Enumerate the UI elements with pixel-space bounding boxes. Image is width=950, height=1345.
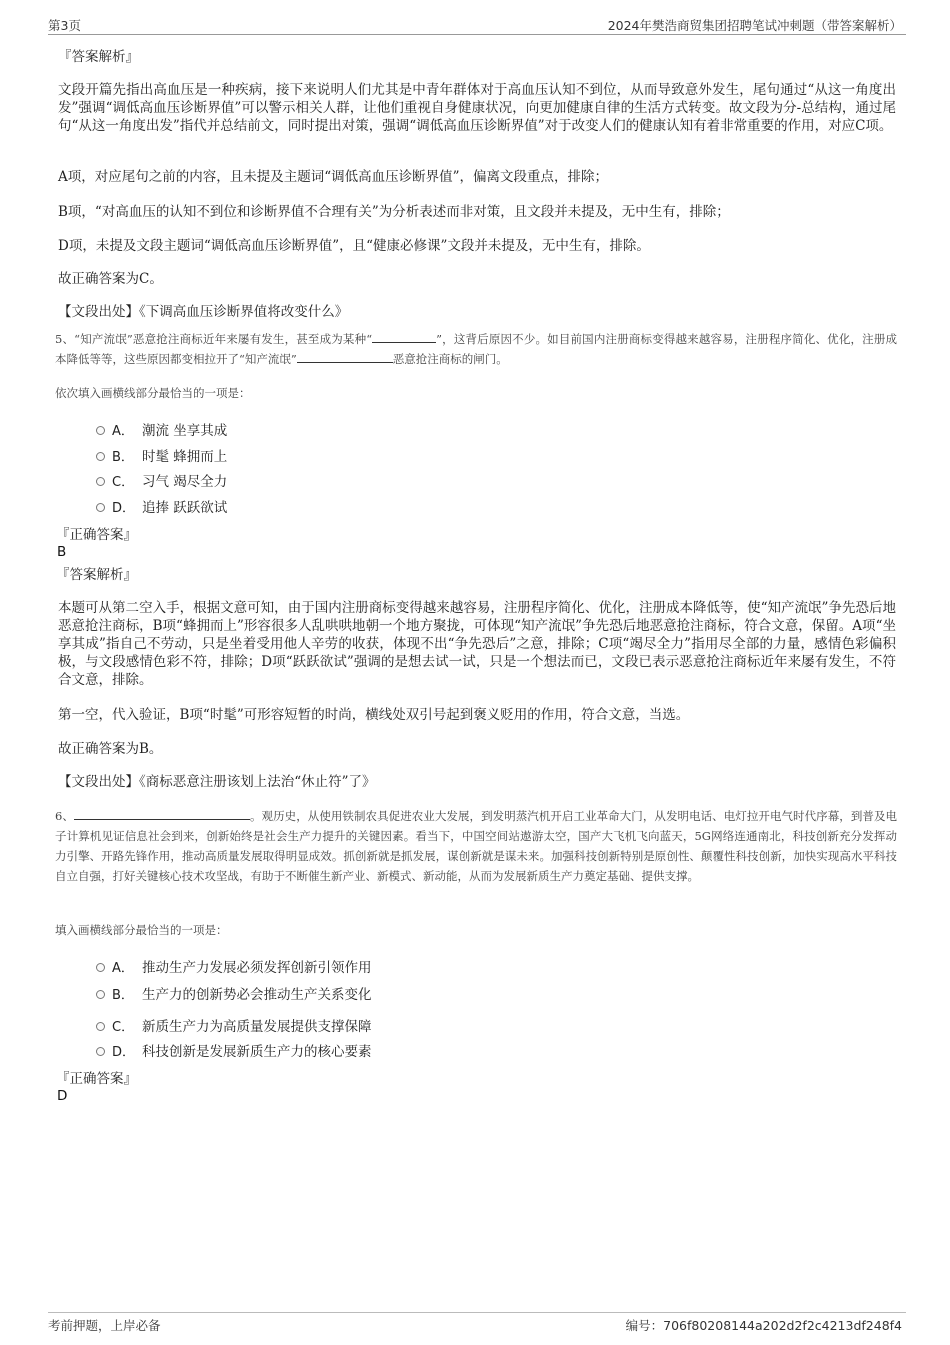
radio-icon[interactable] [96, 426, 105, 435]
option-text: 习气 竭尽全力 [142, 474, 228, 490]
radio-icon[interactable] [96, 452, 105, 461]
page-header [48, 14, 906, 35]
footer-slogan: 考前押题，上岸必备 [48, 1318, 161, 1333]
q5-option-a[interactable]: A． 潮流 坐享其成 [96, 419, 227, 439]
q4-analysis-p4: D项，未提及文段主题词“调低高血压诊断界值”，且“健康必修课”文段并未提及，无中生有，排除。 [58, 238, 650, 254]
q6-option-a[interactable]: A． 推动生产力发展必须发挥创新引领作用 [96, 956, 372, 976]
q6-blank [74, 808, 250, 820]
q5-option-d[interactable]: D． 追捧 跃跃欲试 [96, 496, 227, 516]
q5-option-b[interactable]: B． 时髦 蜂拥而上 [96, 445, 227, 465]
radio-icon[interactable] [96, 477, 105, 486]
q5-stem: 5、“知产流氓”恶意抢注商标近年来屡有发生，甚至成为某种“ ”，这背后原因不少。如目前国内注册商标变得越来越容易，注册程序简化、优化，注册成本降低等等，这些原因都变相拉开了“知产流氓” 恶意抢注商标的闸门。 [55, 332, 898, 366]
q4-source: 【文段出处】《下调高血压诊断界值将改变什么》 [58, 304, 349, 320]
q6-prompt: 填入画横线部分最恰当的一项是： [55, 923, 228, 937]
q4-analysis-p2: A项，对应尾句之前的内容，且未提及主题词“调低高血压诊断界值”，偏离文段重点，排除； [58, 169, 609, 185]
option-text: 新质生产力为高质量发展提供支撑保障 [142, 1019, 372, 1035]
option-text: 潮流 坐享其成 [142, 423, 228, 439]
q4-analysis-p3: B项，“对高血压的认知不到位和诊断界值不合理有关”为分析表述而非对策，且文段并未提及，无中生有，排除； [58, 204, 730, 220]
q5-blank-2 [297, 351, 393, 363]
q5-source: 【文段出处】《商标恶意注册该划上法治“休止符”了》 [58, 774, 376, 790]
q5-analysis-heading: 『答案解析』 [56, 567, 137, 583]
document-id: 编号：706f80208144a202d2f2c4213df248f4 [625, 1318, 902, 1333]
option-text: 生产力的创新势必会推动生产关系变化 [142, 987, 372, 1003]
q6-stem: 6、 。观历史，从使用铁制农具促进农业大发展，到发明蒸汽机开启工业革命大门，从发明电话、电灯拉开电气时代序幕，到普及电子计算机见证信息社会到来，创新始终是社会生产力提升的关键因素。看当下，中国空间站遨游太空，国产大飞机飞向蓝天，5G网络连通南北，科技创新充分发挥动力引擎、开路先锋作用，推动高质量发展取得明显成效。抓创新就是抓发展，谋创新就是谋未来。加强科技创新特别是原创性、颠覆性科技创新，加快实现高水平科技自立自强，打好关键核心技术攻坚战，有助于不断催生新产业、新模式、新动能，从而为发展新质生产力奠定基础、提供支撑。 [55, 809, 897, 883]
page-footer [48, 1312, 906, 1337]
q6-answer: D [57, 1088, 68, 1104]
radio-icon[interactable] [96, 503, 105, 512]
q5-analysis-p1: 本题可从第二空入手，根据文意可知，由于国内注册商标变得越来越容易，注册程序简化、优化，注册成本降低等，使“知产流氓”争先恐后地恶意抢注商标，B项“蜂拥而上”形容很多人乱哄哄地朝一个地方聚拢，可体现“知产流氓”争先恐后地恶意抢注商标，符合文意，保留。A项“坐享其成”指自己不劳动，只是坐着受用他人辛劳的收获，体现不出“争先恐后”之意，排除；C项“竭尽全力”指用尽全部的力量，感情色彩偏积极，与文段感情色彩不符，排除；D项“跃跃欲试”强调的是想去试一试，只是一个想法而已，文段已表示恶意抢注商标近年来屡有发生，不符合文意，排除。 [58, 600, 896, 688]
document-title: 2024年樊浩商贸集团招聘笔试冲刺题（带答案解析） [607, 18, 902, 33]
q5-conclusion: 故正确答案为B。 [58, 741, 163, 757]
q5-prompt: 依次填入画横线部分最恰当的一项是： [55, 386, 251, 400]
q6-option-d[interactable]: D． 科技创新是发展新质生产力的核心要素 [96, 1040, 372, 1060]
radio-icon[interactable] [96, 963, 105, 972]
q5-analysis-p2: 第一空，代入验证，B项“时髦”可形容短暂的时尚，横线处双引号起到褒义贬用的作用，符合文意，当选。 [58, 707, 690, 723]
radio-icon[interactable] [96, 1047, 105, 1056]
option-text: 追捧 跃跃欲试 [142, 500, 228, 516]
option-text: 推动生产力发展必须发挥创新引领作用 [142, 960, 372, 976]
q4-analysis-heading: 『答案解析』 [58, 49, 139, 65]
q5-blank-1 [372, 331, 436, 343]
q6-answer-heading: 『正确答案』 [56, 1071, 137, 1087]
option-text: 科技创新是发展新质生产力的核心要素 [142, 1044, 372, 1060]
page-number: 第3页 [48, 18, 81, 33]
q5-answer-heading: 『正确答案』 [56, 527, 137, 543]
q4-analysis-p1: 文段开篇先指出高血压是一种疾病，接下来说明人们尤其是中青年群体对于高血压认知不到位，从而导致意外发生，尾句通过“从这一角度出发”强调“调低高血压诊断界值”可以警示相关人群，让他们重视自身健康状况，向更加健康自律的生活方式转变。故文段为分-总结构，通过尾句“从这一角度出发”指代并总结前文，同时提出对策，强调“调低高血压诊断界值”对于改变人们的健康认知有着非常重要的作用，对应C项。 [58, 82, 896, 134]
q6-option-c[interactable]: C． 新质生产力为高质量发展提供支撑保障 [96, 1015, 372, 1035]
radio-icon[interactable] [96, 990, 105, 999]
radio-icon[interactable] [96, 1022, 105, 1031]
q6-option-b[interactable]: B． 生产力的创新势必会推动生产关系变化 [96, 983, 372, 1003]
q5-answer: B [57, 544, 67, 560]
option-text: 时髦 蜂拥而上 [142, 449, 228, 465]
q5-option-c[interactable]: C． 习气 竭尽全力 [96, 470, 227, 490]
q4-conclusion: 故正确答案为C。 [58, 271, 163, 287]
